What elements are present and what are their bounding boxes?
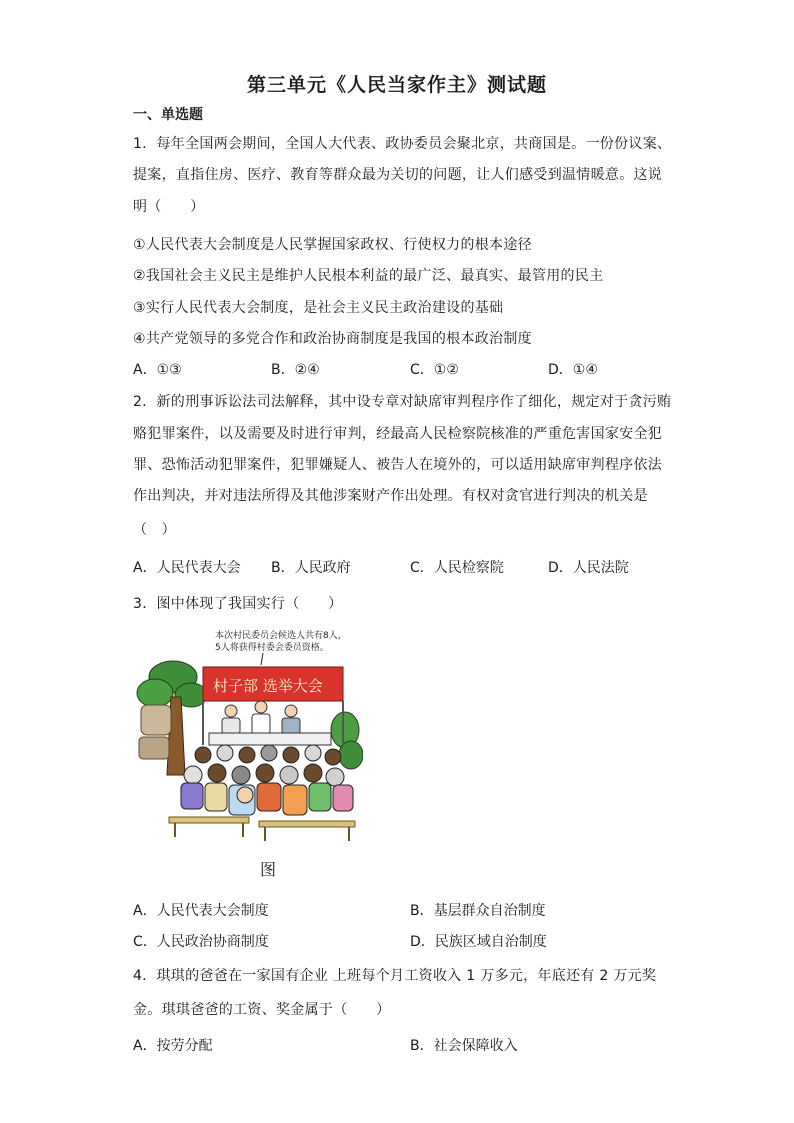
speech-line-2: 5人将获得村委会委员资格。 — [215, 643, 329, 653]
village-election-illustration — [133, 625, 363, 850]
question-2-line-5: （ ） — [133, 522, 176, 538]
question-1-option-b[interactable]: B．②④ — [271, 362, 320, 378]
question-4-line-2: 金。琪琪爸爸的工资、奖金属于（ ） — [133, 1002, 391, 1018]
section-heading: 一、单选题 — [133, 107, 203, 123]
question-1-option-a[interactable]: A．①③ — [133, 362, 182, 378]
question-1-option-d[interactable]: D．①④ — [548, 362, 598, 378]
question-1-item-2: ②我国社会主义民主是维护人民根本利益的最广泛、最真实、最管用的民主 — [133, 268, 604, 284]
question-3-option-b[interactable]: B．基层群众自治制度 — [410, 903, 546, 919]
page-title: 第三单元《人民当家作主》测试题 — [246, 74, 547, 96]
question-2-option-a[interactable]: A．人民代表大会 — [133, 560, 241, 576]
speech-line-1: 本次村民委员会候选人共有8人， — [215, 631, 347, 641]
figure-caption: 图 — [260, 860, 277, 879]
question-4-line-1: 4．琪琪的爸爸在一家国有企业 上班每个月工资收入 1 万多元，年底还有 2 万元奖 — [133, 968, 657, 984]
question-2-line-4: 作出判决，并对违法所得及其他涉案财产作出处理。有权对贪官进行判决的机关是 — [133, 488, 648, 504]
question-2-line-2: 赂犯罪案件，以及需要及时进行审判，经最高人民检察院核准的严重危害国家安全犯 — [133, 426, 663, 442]
banner-text: 村子部 选举大会 — [213, 677, 323, 695]
question-3-stem: 3．图中体现了我国实行（ ） — [133, 596, 343, 612]
question-1-line-1: 1．每年全国两会期间，全国人大代表、政协委员会聚北京，共商国是。一份份议案、 — [133, 136, 672, 152]
question-2-line-1: 2．新的刑事诉讼法司法解释，其中设专章对缺席审判程序作了细化，规定对于贪污贿 — [133, 394, 672, 410]
question-3-option-a[interactable]: A．人民代表大会制度 — [133, 903, 269, 919]
question-1-line-3: 明（ ） — [133, 199, 205, 215]
question-1-option-c[interactable]: C．①② — [410, 362, 459, 378]
question-3-option-d[interactable]: D．民族区域自治制度 — [410, 934, 547, 950]
question-1-item-4: ④共产党领导的多党合作和政治协商制度是我国的根本政治制度 — [133, 331, 532, 347]
question-2-option-b[interactable]: B．人民政府 — [271, 560, 351, 576]
question-4-option-a[interactable]: A．按劳分配 — [133, 1038, 213, 1054]
question-2-option-c[interactable]: C．人民检察院 — [410, 560, 504, 576]
question-1-item-1: ①人民代表大会制度是人民掌握国家政权、行使权力的根本途径 — [133, 237, 532, 253]
question-3-option-c[interactable]: C．人民政治协商制度 — [133, 934, 269, 950]
question-4-option-b[interactable]: B．社会保障收入 — [410, 1038, 518, 1054]
question-1-item-3: ③实行人民代表大会制度，是社会主义民主政治建设的基础 — [133, 300, 504, 316]
question-1-line-2: 提案，直指住房、医疗、教育等群众最为关切的问题，让人们感受到温情暖意。这说 — [133, 167, 663, 183]
question-2-option-d[interactable]: D．人民法院 — [548, 560, 629, 576]
question-2-line-3: 罪、恐怖活动犯罪案件，犯罪嫌疑人、被告人在境外的，可以适用缺席审判程序依法 — [133, 457, 663, 473]
